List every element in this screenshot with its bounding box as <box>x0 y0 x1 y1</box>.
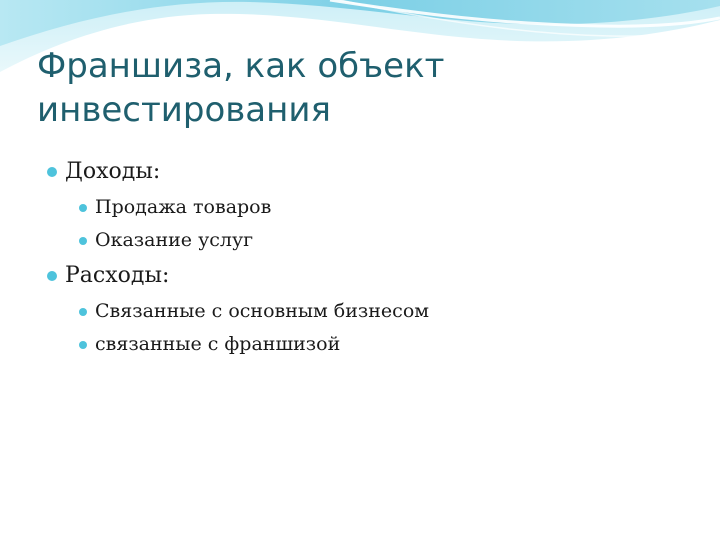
slide-title-line-2: инвестирования <box>37 90 331 130</box>
bullet-dot-icon <box>79 237 87 245</box>
bullet-dot-icon <box>47 167 57 177</box>
sub-bullet-item-services <box>45 224 685 257</box>
bullet-dot-icon <box>79 308 87 316</box>
bullet-item-expenses <box>45 257 685 295</box>
bullet-label: Расходы: <box>65 263 170 288</box>
bullet-dot-icon <box>47 271 57 281</box>
sub-bullet-item-goods-sales <box>45 191 685 224</box>
bullet-dot-icon <box>79 204 87 212</box>
sub-bullet-label: связанные с франшизой <box>95 333 341 355</box>
sub-bullet-label: Продажа товаров <box>95 196 272 218</box>
bullet-item-income <box>45 153 685 191</box>
sub-bullet-label: Связанные с основным бизнесом <box>95 300 430 322</box>
sub-bullet-item-core-business <box>45 295 685 328</box>
slide-title <box>37 44 697 132</box>
bullet-list <box>45 153 685 361</box>
slide-title-line-1: Франшиза, как объект <box>37 46 445 86</box>
bullet-label: Доходы: <box>65 159 161 184</box>
sub-bullet-label: Оказание услуг <box>95 229 254 251</box>
bullet-dot-icon <box>79 341 87 349</box>
sub-bullet-item-franchise <box>45 328 685 361</box>
